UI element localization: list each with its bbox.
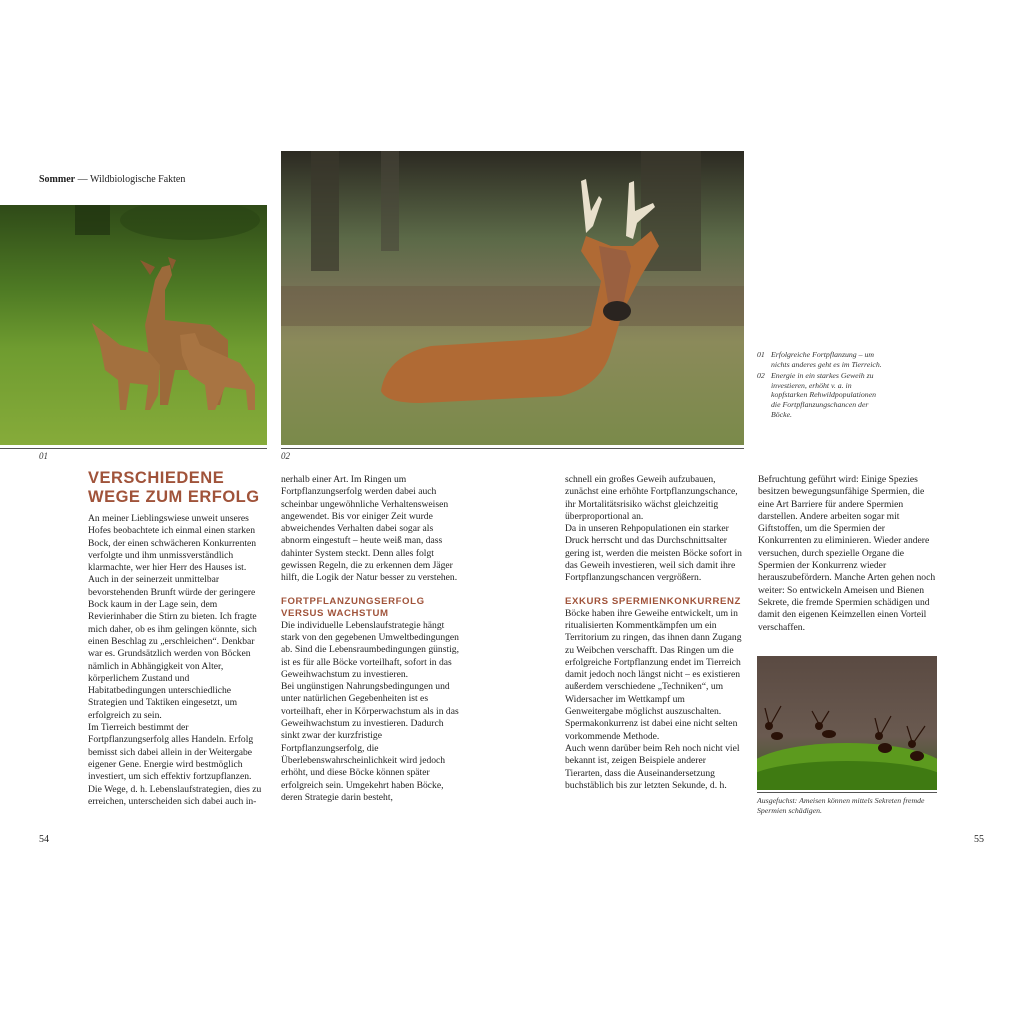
figure-label-01: 01 — [39, 451, 48, 461]
paragraph: Auch wenn darüber beim Reh noch nicht viel bekannt ist, zeigen Beispiele anderer Tierarten, dass die Auseinandersetzung buchstäblich bis zur letzten Sekunde, d. h. — [565, 742, 740, 791]
photo-02-rule — [281, 448, 744, 449]
paragraph: schnell ein großes Geweih aufzubauen, zunächst eine erhöhte Fortpflanzungschance, ihr Mortalitätsrisiko wächst gleichzeitig überproportional an. — [565, 474, 738, 522]
paragraph: Im Tierreich bestimmt der Fortpflanzungserfolg alles Handeln. Erfolg bemisst sich dabei allein in der Weitergabe eigener Gene. Energie wird bestmöglich investiert, um sich effektiv fortzupflanzen. — [88, 722, 254, 783]
page-number-right: 55 — [974, 834, 984, 845]
paragraph: Befruchtung geführt wird: Einige Spezies besitzen bewegungsunfähige Spermien, die eine Art Barriere für andere Spermien darstellen. Andere arbeiten sogar mit Giftstoffen, um die Spermien der Konkurrenten zu eliminieren. Wieder andere versuchen, durch spezielle Organe die Spermien der Konkurrenz wieder herauszubefördern. Manche Arten gehen noch weiter: So entwickeln Ameisen und Bienen Sekrete, die fremde Spermien schädigen und damit den eigenen Keimzellen einen Vorteil verschaffen. — [758, 474, 936, 633]
paragraph: Die Wege, d. h. Lebenslaufstrategien, dies zu erreichen, unterscheiden sich dabei auch in- — [88, 783, 262, 807]
paragraph: Böcke haben ihre Geweihe entwickelt, um in ritualisierten Kommentkämpfen um ein Territorium zu ringen, das ihnen dann Zugang zu Weibchen verschafft. Das Ringen um die erfolgreiche Fortpflanzung endet im Tierreich damit jedoch noch längst nicht – es existieren außerdem verschiedene „Techniken“, um Widersacher im Wettkampf um Genweitergabe möglichst auszuschalten. Spermakonkurrenz ist dabei eine nicht selten vorkommende Methode. — [565, 607, 742, 742]
paragraph: Bei ungünstigen Nahrungsbedingungen und unter natürlichen Gegebenheiten ist es vorteilhaft, eher in Körperwachstum als in das Geweihwachstum zu investieren. Dadurch sinkt zwar der kurzfristige Fortpflanzungserfolg, die Überlebenswahrscheinlichkeit wird jedoch erhöht, und diese Böcke können später erfolgreich sein. Umgekehrt haben Böcke, deren Strategie darin besteht, — [281, 681, 459, 803]
subheading-spermienkonkurrenz: EXKURS SPERMIENKONKURRENZ — [565, 595, 741, 607]
running-head-separator: — — [77, 174, 88, 185]
photo-ants — [757, 656, 937, 790]
photo-doe-with-fawns — [0, 205, 267, 445]
paragraph: nerhalb einer Art. Im Ringen um Fortpflanzungserfolg werden dabei auch scheinbar ungewöhnliche Verhaltensweisen angewendet. Bis vor einiger Zeit wurde abweichendes Verhalten dabei sogar als abnorm eingestuft – heute weiß man, dass dahinter System steckt. Denn alles folgt gewissen Regeln, die zu erkennen dem Jäger hilft, die Logik der Natur besser zu verstehen. — [281, 474, 458, 584]
figure-label-02: 02 — [281, 451, 290, 461]
text-column-3 — [565, 474, 743, 792]
paragraph: Da in unseren Rehpopulationen ein starker Druck herrscht und das Durchschnittsalter gering ist, werden die meisten Böcke sofort in das Geweih investieren, weil sich damit ihre Fortpflanzungschancen vergrößern. — [565, 523, 742, 584]
photo-captions — [757, 350, 882, 421]
caption-text: Erfolgreiche Fortpflanzung – um nichts anderes geht es im Tierreich. — [771, 350, 882, 369]
photo-ants-rule — [757, 792, 937, 793]
running-head-chapter: Wildbiologische Fakten — [89, 174, 186, 185]
subheading-fortpflanzungserfolg: FORTPFLANZUNGSERFOLG VERSUS WACHSTUM — [281, 595, 425, 619]
caption-item — [757, 371, 882, 419]
caption-text: Energie in ein starkes Geweih zu investieren, erhöht v. a. in kopfstarken Rehwildpopulationen die Fortpflanzungschancen der Böcke. — [771, 371, 877, 419]
text-column-4 — [758, 474, 938, 634]
article-heading: VERSCHIEDENE WEGE ZUM ERFOLG — [88, 469, 260, 506]
photo-roe-buck-resting — [281, 151, 744, 445]
paragraph: Die individuelle Lebenslaufstrategie hängt stark von den gegebenen Umweltbedingungen ab. Sind die Lebensraumbedingungen günstig, ist es für alle Böcke vorteilhaft, sofort in das Geweihwachstum zu investieren. — [281, 619, 459, 680]
caption-item — [757, 350, 882, 369]
ants-caption: Ausgefuchst: Ameisen können mittels Sekreten fremde Spermien schädigen. — [757, 796, 925, 815]
caption-number: 01 — [757, 350, 765, 359]
paragraph: An meiner Lieblingswiese unweit unseres Hofes beobachtete ich einmal einen starken Bock, der einen schwächeren Konkurrenten verfolgte und ihm unmissverständlich klarmachte, wer hier Herr des Hauses ist. Auch in der seinerzeit unmittelbar bevorstehenden Brunft würde der geringere Bock kaum in der Lage sein, dem Revierinhaber die Stirn zu bieten. Ich fragte mich daher, ob es ihm gelingen könnte, sich einen Beschlag zu „erschleichen“. Denkbar war es. Grundsätzlich werden von Böcken nämlich in Abhängigkeit von Alter, körperlichem Zustand und Habitatbedingungen unterschiedliche Strategien und Taktiken eingesetzt, um erfolgreich zu sein. — [88, 513, 257, 721]
caption-number: 02 — [757, 371, 765, 381]
running-head — [39, 174, 185, 185]
photo-01-rule — [0, 448, 267, 449]
page-number-left: 54 — [39, 834, 49, 845]
text-column-2 — [281, 474, 459, 804]
running-head-section: Sommer — [39, 174, 76, 185]
text-column-1 — [88, 469, 266, 808]
